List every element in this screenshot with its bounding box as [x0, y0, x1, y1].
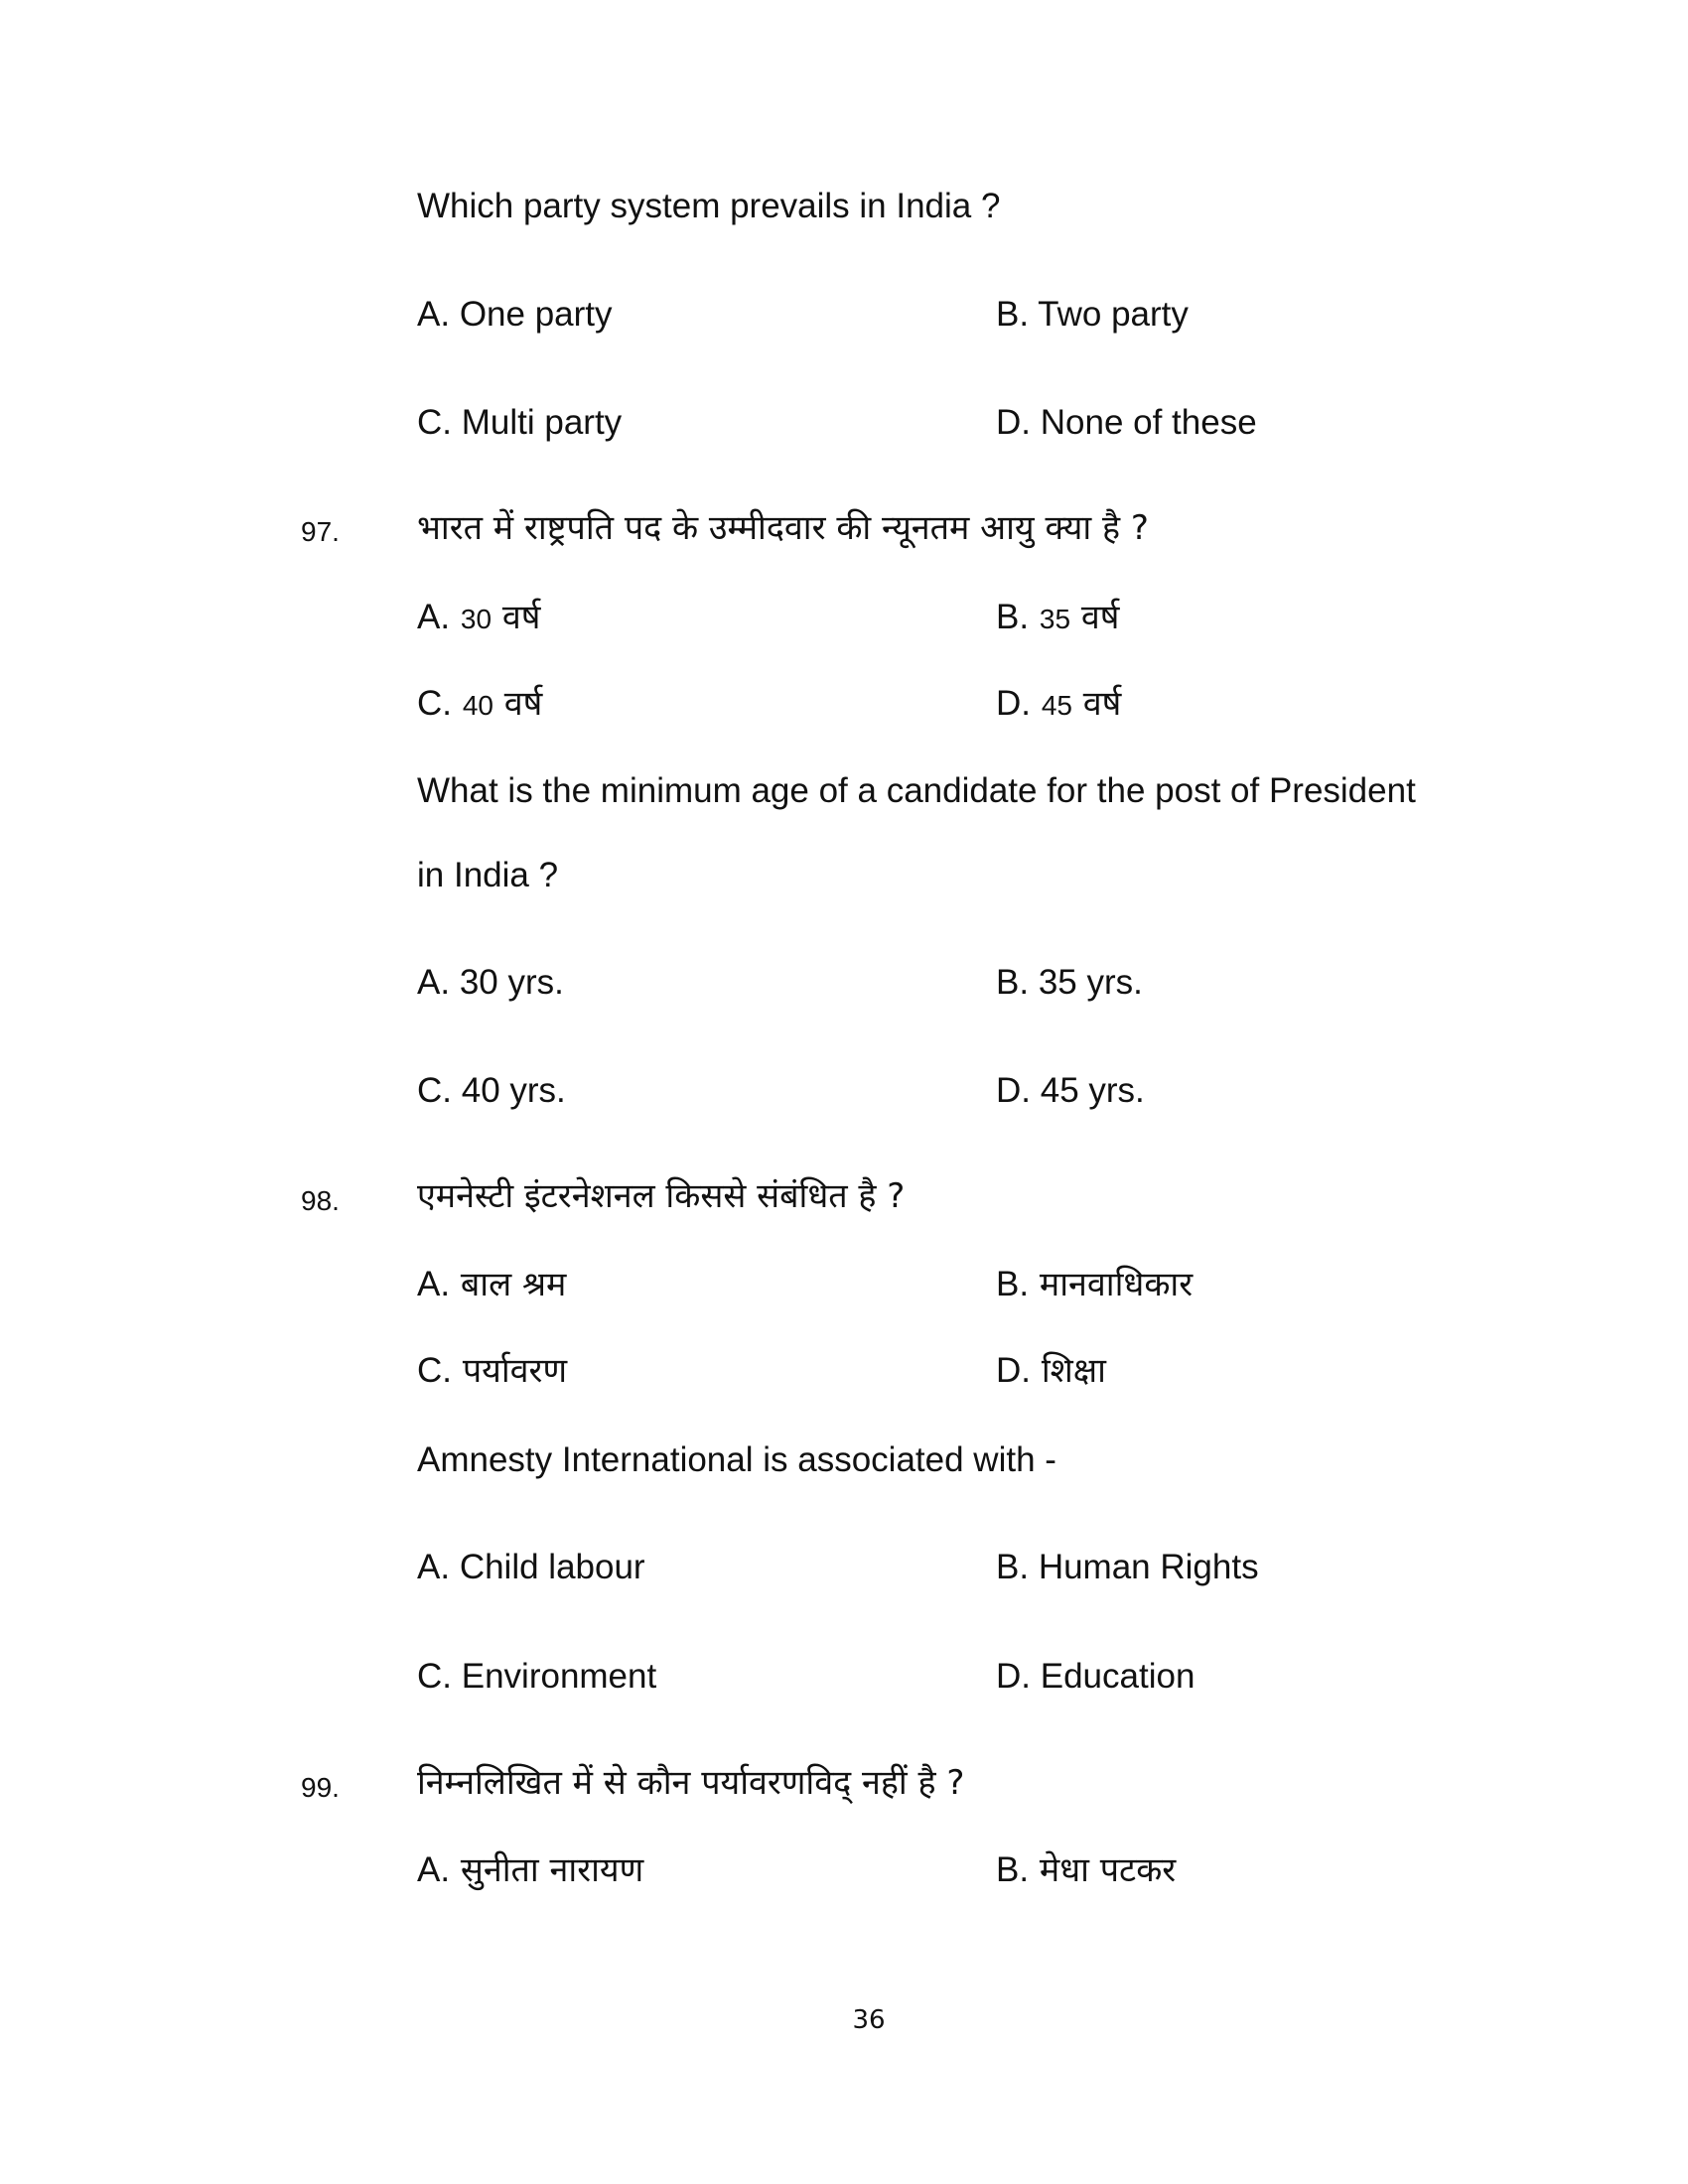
option-letter: A. — [417, 1265, 451, 1303]
option-letter: C. — [417, 684, 452, 723]
option-letter: B. — [996, 1850, 1030, 1889]
option-text: Human Rights — [1038, 1548, 1259, 1586]
option-number: 30 — [460, 604, 492, 634]
question-text-en-line1: What is the minimum age of a candidate for the post of President — [417, 771, 1416, 810]
option-text: सुनीता नारायण — [460, 1850, 644, 1890]
option-c — [417, 1073, 566, 1108]
option-b-hi — [996, 598, 1120, 637]
option-a-hi — [417, 598, 541, 637]
option-text: वर्ष — [1082, 684, 1122, 724]
question-text-en-line2: in India ? — [417, 856, 559, 894]
option-text: 45 yrs. — [1040, 1071, 1145, 1110]
option-c — [417, 405, 622, 440]
option-d-hi — [996, 684, 1122, 724]
option-text: Education — [1040, 1657, 1196, 1696]
option-a — [417, 1550, 645, 1584]
option-text: वर्ष — [503, 684, 543, 724]
option-text: मेधा पटकर — [1039, 1850, 1177, 1890]
option-text: 30 yrs. — [459, 963, 564, 1002]
option-letter: D. — [996, 1071, 1031, 1110]
option-number: 45 — [1041, 690, 1072, 721]
option-text: Two party — [1038, 295, 1189, 334]
option-text: मानवाधिकार — [1039, 1265, 1194, 1304]
option-letter: D. — [996, 403, 1031, 442]
option-letter: C. — [417, 1071, 452, 1110]
option-a-hi — [417, 1265, 567, 1304]
option-text: Environment — [461, 1657, 657, 1696]
option-letter: A. — [417, 963, 451, 1002]
option-d-hi — [996, 1351, 1106, 1391]
option-d — [996, 1659, 1195, 1694]
option-a — [417, 965, 564, 1000]
option-text: वर्ष — [1080, 598, 1120, 637]
option-letter: A. — [417, 295, 451, 334]
option-letter: D. — [996, 1657, 1031, 1696]
option-letter: C. — [417, 403, 452, 442]
option-letter: B. — [996, 1548, 1030, 1586]
option-letter: B. — [996, 598, 1030, 636]
option-text: वर्ष — [501, 598, 541, 637]
option-letter: A. — [417, 1850, 451, 1889]
question-text-hi: भारत में राष्ट्रपति पद के उम्मीदवार की न्यूनतम आयु क्या है ? — [417, 508, 1149, 548]
option-letter: C. — [417, 1657, 452, 1696]
option-text: बाल श्रम — [460, 1265, 567, 1304]
option-text: One party — [459, 295, 613, 334]
option-c-hi — [417, 684, 543, 724]
option-text: Child labour — [459, 1548, 645, 1586]
option-c-hi — [417, 1351, 568, 1391]
question-text-hi: एमनेस्टी इंटरनेशनल किससे संबंधित है ? — [417, 1176, 906, 1216]
option-text: 40 yrs. — [461, 1071, 566, 1110]
question-text-en: Which party system prevails in India ? — [417, 187, 1001, 225]
question-number: 99. — [301, 1772, 340, 1803]
option-b — [996, 965, 1143, 1000]
option-number: 35 — [1039, 604, 1071, 634]
option-letter: A. — [417, 1548, 451, 1586]
option-letter: B. — [996, 295, 1030, 334]
option-text: 35 yrs. — [1038, 963, 1143, 1002]
option-number: 40 — [462, 690, 493, 721]
option-b-hi — [996, 1265, 1194, 1304]
option-text: Multi party — [461, 403, 623, 442]
option-text: None of these — [1040, 403, 1257, 442]
option-text: पर्यावरण — [462, 1351, 568, 1391]
option-b — [996, 1550, 1259, 1584]
question-text-en: Amnesty International is associated with - — [417, 1440, 1056, 1479]
option-letter: B. — [996, 1265, 1030, 1303]
page-number: 36 — [852, 2005, 886, 2035]
option-letter: D. — [996, 684, 1031, 723]
option-a-hi — [417, 1850, 644, 1890]
option-c — [417, 1659, 656, 1694]
option-letter: D. — [996, 1351, 1031, 1390]
option-text: शिक्षा — [1041, 1351, 1106, 1391]
option-b — [996, 297, 1189, 332]
option-a — [417, 297, 613, 332]
option-d — [996, 405, 1257, 440]
option-b-hi — [996, 1850, 1177, 1890]
option-letter: B. — [996, 963, 1030, 1002]
question-text-hi: निम्नलिखित में से कौन पर्यावरणविद् नहीं है ? — [417, 1763, 965, 1803]
option-letter: C. — [417, 1351, 452, 1390]
option-letter: A. — [417, 598, 451, 636]
question-number: 98. — [301, 1185, 340, 1216]
option-d — [996, 1073, 1145, 1108]
question-number: 97. — [301, 516, 340, 547]
